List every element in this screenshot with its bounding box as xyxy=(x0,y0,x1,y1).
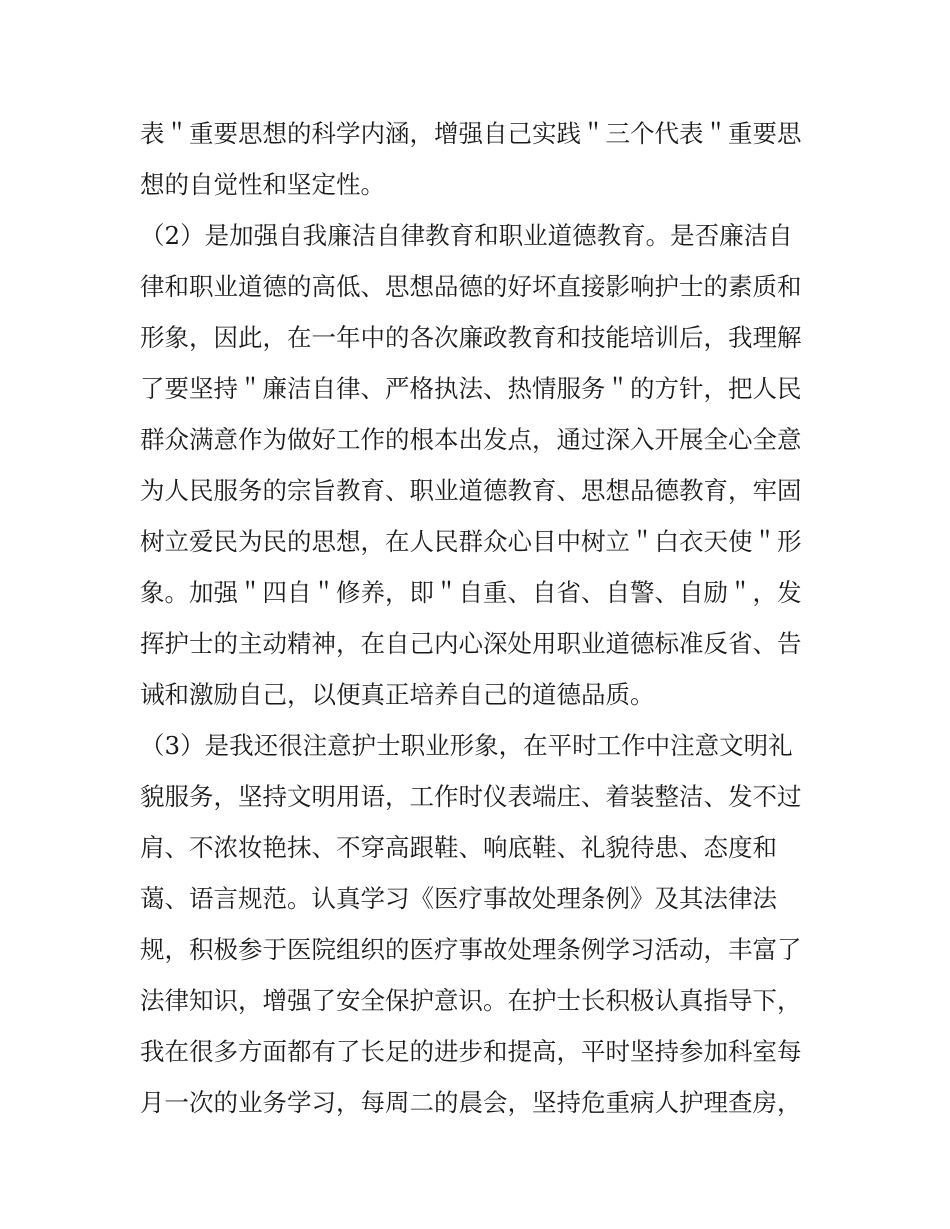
text-line: 肩、不浓妆艳抹、不穿高跟鞋、响底鞋、礼貌待患、态度和 xyxy=(140,833,777,862)
text-line: 为人民服务的宗旨教育、职业道德教育、思想品德教育，牢固 xyxy=(140,476,802,505)
text-line: 诫和激励自己，以便真正培养自己的道德品质。 xyxy=(140,680,655,709)
text-line: 貌服务，坚持文明用语，工作时仪表端庄、着装整洁、发不过 xyxy=(140,782,802,811)
text-line: （3）是我还很注意护士职业形象，在平时工作中注意文明礼 xyxy=(140,731,793,760)
text-line: 挥护士的主动精神，在自己内心深处用职业道德标准反省、告 xyxy=(140,629,802,658)
text-line: 规，积极参于医院组织的医疗事故处理条例学习活动，丰富了 xyxy=(140,935,802,964)
text-line: 月一次的业务学习，每周二的晨会，坚持危重病人护理查房， xyxy=(140,1088,802,1117)
text-line: 树立爱民为民的思想，在人民群众心目中树立＂白衣天使＂形 xyxy=(140,527,802,556)
text-line: 法律知识，增强了安全保护意识。在护士长积极认真指导下， xyxy=(140,986,802,1015)
text-line: 形象，因此，在一年中的各次廉政教育和技能培训后，我理解 xyxy=(140,323,802,352)
text-line: 蔼、语言规范。认真学习《医疗事故处理条例》及其法律法 xyxy=(140,884,777,913)
text-line: 了要坚持＂廉洁自律、严格执法、热情服务＂的方针，把人民 xyxy=(140,374,802,403)
text-line: 想的自觉性和坚定性。 xyxy=(140,170,385,199)
text-line: 我在很多方面都有了长足的进步和提高，平时坚持参加科室每 xyxy=(140,1037,802,1066)
text-line: 象。加强＂四自＂修养，即＂自重、自省、自警、自励＂，发 xyxy=(140,578,802,607)
text-line: 群众满意作为做好工作的根本出发点，通过深入开展全心全意 xyxy=(140,425,802,454)
document-body xyxy=(140,108,820,1128)
text-line: 律和职业道德的高低、思想品德的好坏直接影响护士的素质和 xyxy=(140,272,802,301)
text-line: 表＂重要思想的科学内涵，增强自己实践＂三个代表＂重要思 xyxy=(140,119,802,148)
text-line: （2）是加强自我廉洁自律教育和职业道德教育。是否廉洁自 xyxy=(140,221,793,250)
